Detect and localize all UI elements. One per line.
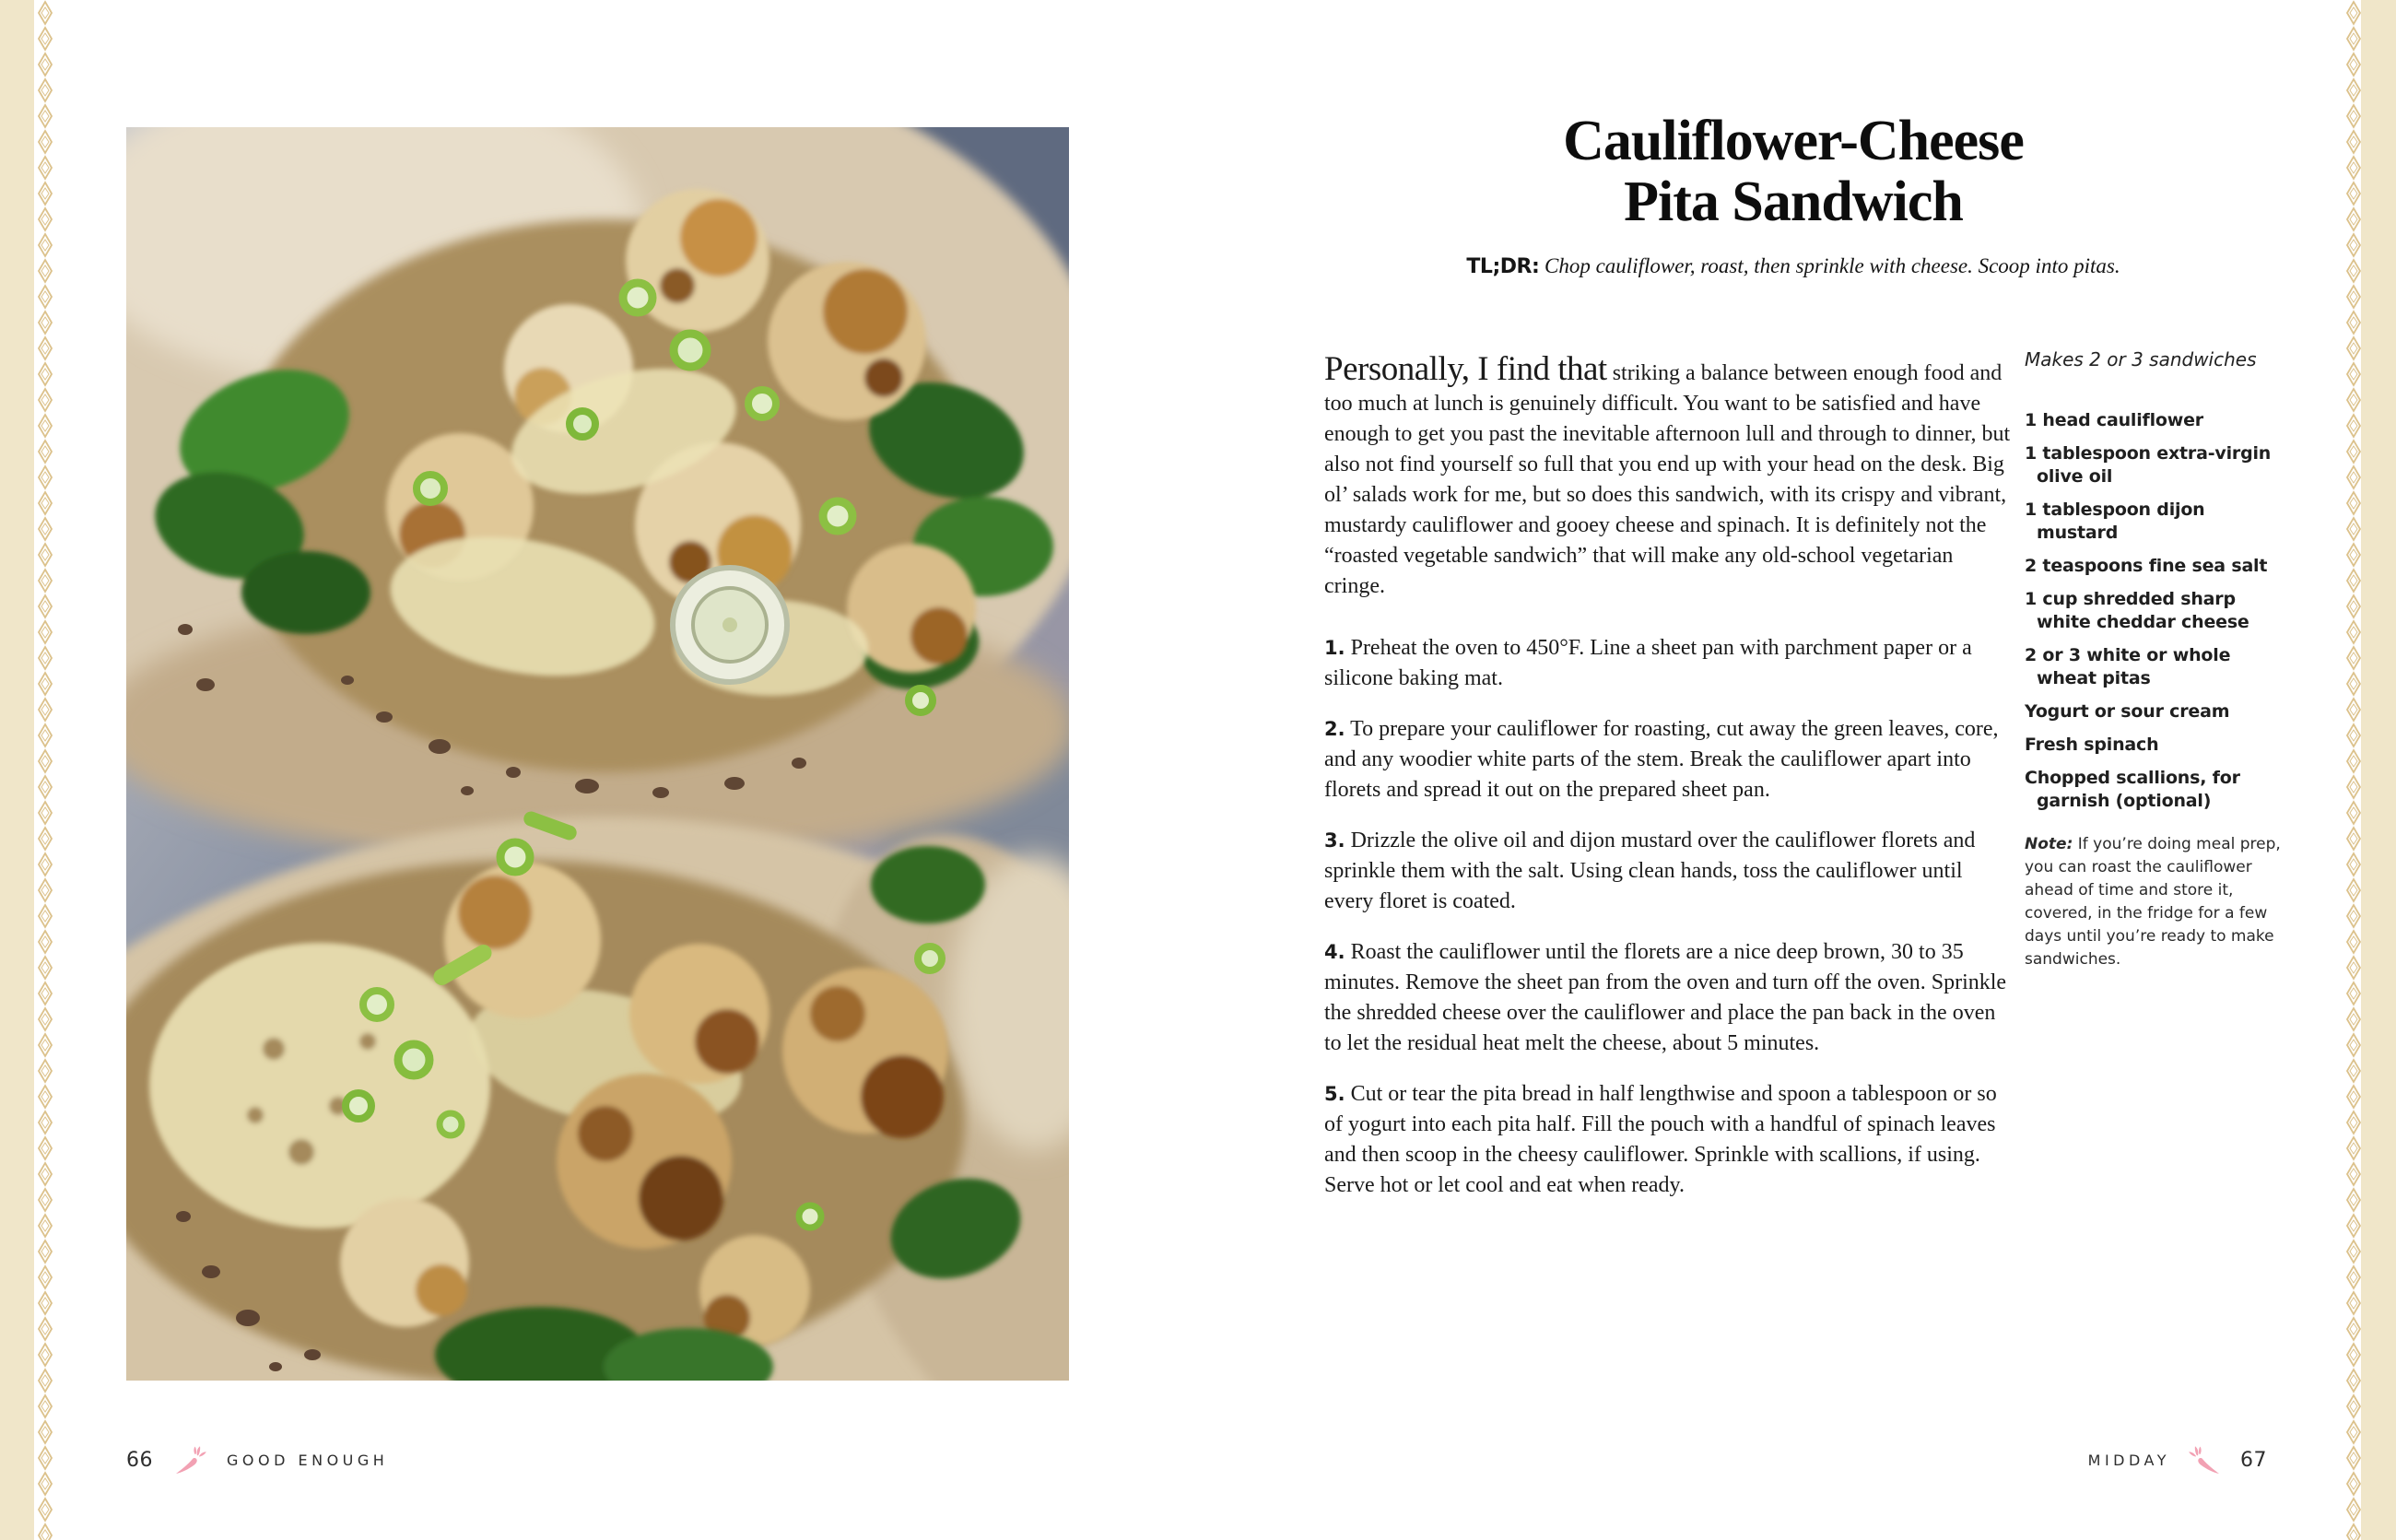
note-label: Note: (2025, 835, 2073, 853)
recipe-step-3 (1324, 826, 2014, 917)
note-text: If you’re doing meal prep, you can roast the cauliflower ahead of time and store it, covered, in the fridge for a few days until you’re ready to make sandwiches. (2025, 835, 2281, 969)
footer-right (2023, 1443, 2267, 1476)
recipe-step-1 (1324, 633, 2014, 694)
step-number: 5. (1324, 1083, 1345, 1105)
ingredient-item: 2 teaspoons fine sea salt (2025, 556, 2268, 576)
ingredient-item: 1 head cauliflower (2025, 410, 2203, 430)
ingredient-item: 2 or 3 white or whole wheat pitas (2025, 645, 2231, 688)
ingredient-item: Chopped scallions, for garnish (optional) (2025, 768, 2240, 811)
intro-paragraph (1324, 350, 2014, 602)
section-label-left: GOOD ENOUGH (227, 1451, 389, 1469)
ingredient-item: 1 cup shredded sharp white cheddar cheese (2025, 589, 2249, 632)
recipe-title-line1: Cauliflower-Cheese (1563, 110, 2024, 172)
yield-text: Makes 2 or 3 sandwiches (2025, 348, 2257, 370)
recipe-title-line2: Pita Sandwich (1624, 170, 1963, 233)
page-number-left: 66 (126, 1448, 153, 1472)
tldr-label: TL;DR: (1466, 255, 1540, 278)
photo-illustration (126, 127, 1069, 1381)
step-text: To prepare your cauliflower for roasting, cut away the green leaves, core, and any woodier white parts of the stem. Break the cauliflower apart into florets and spread it out on the prepared sheet pan. (1324, 717, 1999, 802)
diamond-border-right (2346, 0, 2361, 1540)
step-text: Roast the cauliflower until the florets are a nice deep brown, 30 to 35 minutes. Remove the sheet pan from the oven and turn off the oven. Sprinkle the shredded cheese over the cauliflower and place the pan back in the oven to let the residual heat melt the cheese, about 5 minutes. (1324, 940, 2007, 1055)
step-number: 4. (1324, 941, 1345, 963)
recipe-step-4 (1324, 937, 2014, 1059)
recipe-photo (126, 127, 1069, 1381)
ingredients-sidebar (2025, 348, 2287, 971)
step-text: Drizzle the olive oil and dijon mustard over the cauliflower florets and sprinkle them with the salt. Using clean hands, toss the cauliflower until every floret is coated. (1324, 829, 1976, 913)
page-number-right: 67 (2240, 1448, 2267, 1472)
tldr-summary (1324, 254, 2262, 278)
carrot-icon-right (2189, 1443, 2222, 1476)
ingredient-item: Fresh spinach (2025, 735, 2159, 755)
step-number: 2. (1324, 718, 1345, 740)
section-label-right: MIDDAY (2087, 1451, 2170, 1469)
recipe-note (2025, 833, 2287, 971)
ingredient-item: 1 tablespoon extra-virgin olive oil (2025, 443, 2272, 487)
ingredient-item: 1 tablespoon dijon mustard (2025, 500, 2205, 543)
step-number: 1. (1324, 637, 1345, 659)
carrot-icon-left (173, 1443, 206, 1476)
step-text: Preheat the oven to 450°F. Line a sheet pan with parchment paper or a silicone baking mat. (1324, 636, 1972, 690)
recipe-title (1324, 111, 2262, 232)
intro-lead: Personally, I find that (1324, 350, 1607, 388)
intro-rest: striking a balance between enough food and too much at lunch is genuinely difficult. You want to be satisfied and have enough to get you past the inevitable afternoon lull and through to dinner, but also not find yourself so full that you end up with your head on the desk. Big ol’ salads work for me, but so does this sandwich, with its crispy and vibrant, mustardy cauliflower and gooey cheese and spinach. It is definitely not the “roasted vegetable sandwich” that will make any old-school vegetarian cringe. (1324, 361, 2011, 598)
step-text: Cut or tear the pita bread in half lengthwise and spoon a tablespoon or so of yogurt into each pita half. Fill the pouch with a handful of spinach leaves and then scoop in the cheesy cauliflower. Sprinkle with scallions, if using. Serve hot or let cool and eat when ready. (1324, 1082, 1997, 1197)
recipe-step-5 (1324, 1079, 2014, 1201)
recipe-step-2 (1324, 714, 2014, 805)
footer-left (126, 1443, 388, 1476)
right-edge-band (2361, 0, 2396, 1540)
tldr-text: Chop cauliflower, roast, then sprinkle with cheese. Scoop into pitas. (1539, 254, 2120, 277)
step-number: 3. (1324, 829, 1345, 852)
left-edge-band (0, 0, 34, 1540)
ingredient-item: Yogurt or sour cream (2025, 701, 2230, 722)
recipe-body (1324, 350, 2014, 1221)
diamond-border-left (38, 0, 53, 1540)
